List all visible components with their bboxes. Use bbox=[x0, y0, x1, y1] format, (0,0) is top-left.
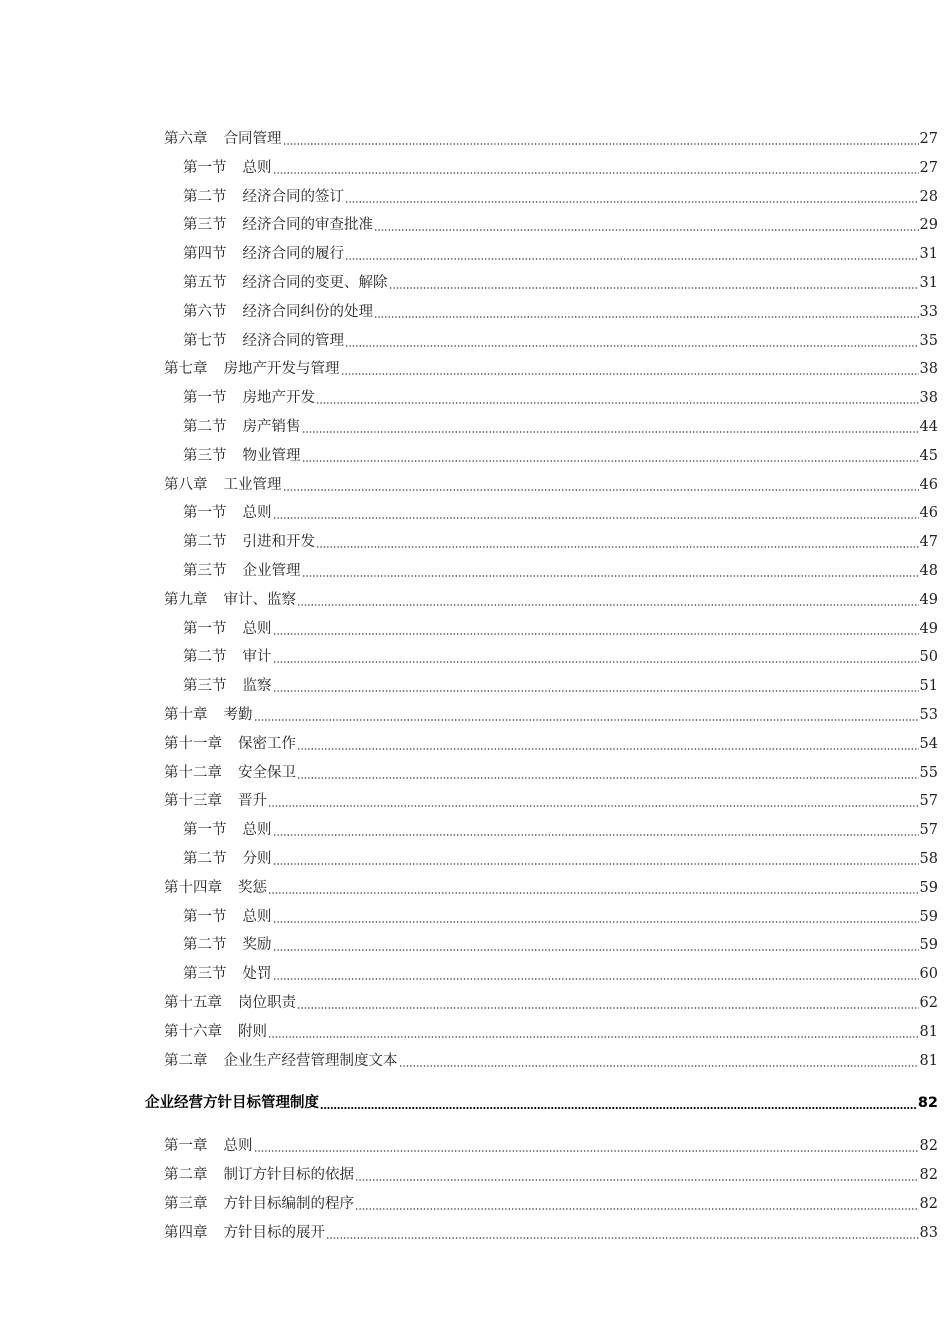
toc-section-entry[interactable] bbox=[183, 206, 938, 234]
toc-entry-number: 第三节 bbox=[183, 966, 227, 983]
dot-leader bbox=[273, 949, 919, 951]
toc-section-entry[interactable] bbox=[183, 811, 938, 839]
toc-page-number: 31 bbox=[919, 246, 938, 263]
toc-entry-number: 第十六章 bbox=[164, 1023, 222, 1040]
toc-page-number: 46 bbox=[919, 476, 938, 493]
toc-entry-number: 第十三章 bbox=[164, 793, 222, 810]
toc-entry-number: 第十二章 bbox=[164, 764, 222, 781]
toc-entry-number: 第九章 bbox=[164, 591, 208, 608]
dot-leader bbox=[297, 777, 919, 779]
toc-page-number: 31 bbox=[919, 275, 938, 291]
dot-leader bbox=[297, 604, 919, 606]
toc-section-entry[interactable] bbox=[183, 408, 938, 436]
toc-heading[interactable] bbox=[145, 1084, 938, 1112]
toc-entry-number: 第四节 bbox=[183, 246, 227, 263]
dot-leader bbox=[268, 805, 919, 807]
toc-entry-number: 第二节 bbox=[183, 649, 227, 666]
toc-entry-title: 方针目标编制的程序 bbox=[223, 1195, 354, 1212]
toc-entry-number: 第十五章 bbox=[164, 995, 222, 1011]
dot-leader bbox=[273, 978, 919, 980]
toc-entry-title: 合同管理 bbox=[223, 131, 282, 147]
dot-leader bbox=[326, 1237, 919, 1239]
toc-page-number: 59 bbox=[919, 937, 938, 954]
toc-entry-title: 晋升 bbox=[238, 793, 267, 810]
dot-leader bbox=[374, 229, 919, 231]
toc-page-number: 82 bbox=[919, 1138, 938, 1155]
toc-entry-number: 第二节 bbox=[183, 937, 227, 954]
toc-entry-number: 第三节 bbox=[183, 563, 227, 579]
toc-page-number: 82 bbox=[919, 1167, 938, 1183]
toc-entry-number: 第三章 bbox=[164, 1195, 208, 1212]
toc-section-entry[interactable] bbox=[183, 926, 938, 954]
toc-entry-title: 工业管理 bbox=[223, 476, 282, 493]
toc-entry-title: 审计 bbox=[242, 649, 272, 666]
dot-leader bbox=[355, 1179, 919, 1181]
toc-chapter-entry[interactable] bbox=[164, 1042, 938, 1070]
toc-entry-title: 分则 bbox=[242, 851, 272, 867]
toc-chapter-entry[interactable] bbox=[164, 350, 938, 378]
toc-page-number: 81 bbox=[919, 1023, 938, 1040]
toc-page-number: 59 bbox=[919, 908, 938, 925]
toc-page-number: 47 bbox=[919, 534, 938, 551]
toc-page-number: 54 bbox=[919, 735, 938, 752]
dot-leader bbox=[297, 1007, 919, 1009]
toc-entry-number: 第三节 bbox=[183, 678, 227, 695]
dot-leader bbox=[355, 1208, 919, 1210]
toc-entry-number: 第二节 bbox=[183, 851, 227, 867]
toc-entry-title: 企业经营方针目标管理制度 bbox=[145, 1095, 319, 1112]
toc-entry-title: 总则 bbox=[242, 822, 272, 839]
dot-leader bbox=[273, 690, 919, 692]
toc-page-number: 33 bbox=[919, 303, 938, 320]
toc-section-entry[interactable] bbox=[183, 552, 938, 580]
toc-entry-number: 第二章 bbox=[164, 1052, 208, 1069]
toc-page-number: 28 bbox=[919, 188, 938, 205]
toc-page-number: 27 bbox=[919, 159, 938, 176]
toc-entry-number: 第一节 bbox=[183, 620, 227, 637]
toc-entry-number: 第一节 bbox=[183, 390, 227, 407]
toc-entry-title: 房地产开发 bbox=[242, 390, 315, 407]
toc-page-number: 29 bbox=[919, 217, 938, 234]
toc-entry-title: 经济合同的签订 bbox=[242, 188, 344, 205]
toc-chapter-entry[interactable] bbox=[164, 984, 938, 1012]
toc-page-number: 55 bbox=[919, 764, 938, 781]
toc-chapter-entry[interactable] bbox=[164, 1013, 938, 1041]
toc-entry-title: 制订方针目标的依据 bbox=[223, 1167, 354, 1183]
dot-leader bbox=[389, 287, 919, 289]
toc-page-number: 48 bbox=[919, 563, 938, 579]
toc-entry-title: 安全保卫 bbox=[238, 764, 296, 781]
toc-chapter-entry[interactable] bbox=[164, 869, 938, 897]
toc-entry-title: 方针目标的展开 bbox=[223, 1224, 325, 1241]
toc-page-number: 45 bbox=[919, 447, 938, 464]
toc-chapter-entry[interactable] bbox=[164, 1185, 938, 1213]
dot-leader bbox=[268, 892, 919, 894]
dot-leader bbox=[341, 373, 919, 375]
toc-section-entry[interactable] bbox=[183, 955, 938, 983]
toc-entry-number: 第二节 bbox=[183, 188, 227, 205]
dot-leader bbox=[254, 719, 919, 721]
toc-entry-number: 第七章 bbox=[164, 361, 208, 378]
toc-page-number: 59 bbox=[919, 879, 938, 896]
toc-section-entry[interactable] bbox=[183, 610, 938, 638]
toc-chapter-entry[interactable] bbox=[164, 581, 938, 609]
toc-page-number: 62 bbox=[919, 995, 938, 1011]
toc-entry-number: 第一节 bbox=[183, 908, 227, 925]
toc-entry-title: 经济合同的管理 bbox=[242, 332, 344, 349]
dot-leader bbox=[302, 575, 919, 577]
toc-page-number: 53 bbox=[919, 707, 938, 723]
dot-leader bbox=[345, 201, 919, 203]
toc-entry-number: 第二节 bbox=[183, 534, 227, 551]
toc-page-number: 35 bbox=[919, 332, 938, 349]
dot-leader bbox=[316, 546, 919, 548]
toc-entry-title: 经济合同的履行 bbox=[242, 246, 344, 263]
toc-entry-title: 经济合同的变更、解除 bbox=[242, 275, 388, 291]
toc-section-entry[interactable] bbox=[183, 638, 938, 666]
toc-entry-title: 总则 bbox=[242, 908, 272, 925]
toc-entry-title: 总则 bbox=[242, 505, 272, 522]
dot-leader bbox=[273, 633, 919, 635]
dot-leader bbox=[283, 489, 919, 491]
toc-page-number: 50 bbox=[919, 649, 938, 666]
toc-page-number: 51 bbox=[919, 678, 938, 695]
toc-entry-number: 第一章 bbox=[164, 1138, 208, 1155]
toc-entry-title: 保密工作 bbox=[238, 735, 296, 752]
toc-entry-title: 企业管理 bbox=[242, 563, 301, 579]
dot-leader bbox=[254, 1150, 919, 1152]
toc-chapter-entry[interactable] bbox=[164, 754, 938, 782]
dot-leader bbox=[273, 834, 919, 836]
toc-entry-title: 监察 bbox=[242, 678, 272, 695]
toc-entry-title: 奖惩 bbox=[238, 879, 267, 896]
toc-chapter-entry[interactable] bbox=[164, 1127, 938, 1155]
toc-entry-number: 第十章 bbox=[164, 707, 208, 723]
toc-entry-number: 第一节 bbox=[183, 822, 227, 839]
toc-chapter-entry[interactable] bbox=[164, 120, 938, 148]
dot-leader bbox=[320, 1107, 917, 1109]
dot-leader bbox=[297, 748, 919, 750]
toc-chapter-entry[interactable] bbox=[164, 782, 938, 810]
toc-page-number: 38 bbox=[919, 390, 938, 407]
dot-leader bbox=[302, 431, 919, 433]
toc-entry-title: 企业生产经营管理制度文本 bbox=[223, 1052, 398, 1069]
toc-entry-number: 第六节 bbox=[183, 303, 227, 320]
dot-leader bbox=[399, 1065, 919, 1067]
toc-entry-title: 总则 bbox=[242, 620, 272, 637]
toc-entry-number: 第六章 bbox=[164, 131, 208, 147]
dot-leader bbox=[283, 143, 919, 145]
toc-section-entry[interactable] bbox=[183, 667, 938, 695]
toc-entry-title: 房地产开发与管理 bbox=[223, 361, 340, 378]
toc-page-number: 58 bbox=[919, 851, 938, 867]
toc-chapter-entry[interactable] bbox=[164, 725, 938, 753]
toc-section-entry[interactable] bbox=[183, 379, 938, 407]
toc-entry-number: 第四章 bbox=[164, 1224, 208, 1241]
toc-chapter-entry[interactable] bbox=[164, 696, 938, 724]
toc-chapter-entry[interactable] bbox=[164, 1156, 938, 1184]
toc-entry-number: 第十四章 bbox=[164, 879, 222, 896]
toc-entry-number: 第一节 bbox=[183, 505, 227, 522]
dot-leader bbox=[302, 460, 919, 462]
dot-leader bbox=[345, 345, 919, 347]
toc-entry-title: 经济合同的审查批准 bbox=[242, 217, 373, 234]
dot-leader bbox=[268, 1036, 919, 1038]
toc-chapter-entry[interactable] bbox=[164, 1214, 938, 1242]
toc-entry-number: 第三节 bbox=[183, 217, 227, 234]
toc-entry-title: 岗位职责 bbox=[238, 995, 296, 1011]
toc-page-number: 81 bbox=[919, 1052, 938, 1069]
toc-entry-number: 第七节 bbox=[183, 332, 227, 349]
toc-entry-number: 第一节 bbox=[183, 159, 227, 176]
toc-entry-title: 处罚 bbox=[242, 966, 272, 983]
toc-page-number: 49 bbox=[919, 620, 938, 637]
toc-entry-number: 第五节 bbox=[183, 275, 227, 291]
toc-entry-title: 考勤 bbox=[223, 707, 253, 723]
toc-entry-title: 附则 bbox=[238, 1023, 267, 1040]
toc-section-entry[interactable] bbox=[183, 437, 938, 465]
toc-section-entry[interactable] bbox=[183, 235, 938, 263]
toc-entry-number: 第八章 bbox=[164, 476, 208, 493]
toc-entry-title: 审计、监察 bbox=[223, 591, 296, 608]
toc-page-number: 57 bbox=[919, 793, 938, 810]
toc-page-number: 38 bbox=[919, 361, 938, 378]
toc-page-number: 27 bbox=[919, 131, 938, 147]
toc-entry-title: 总则 bbox=[223, 1138, 253, 1155]
toc-page-number: 60 bbox=[919, 966, 938, 983]
toc-section-entry[interactable] bbox=[183, 494, 938, 522]
dot-leader bbox=[374, 316, 919, 318]
toc-entry-number: 第十一章 bbox=[164, 735, 222, 752]
toc-entry-title: 引进和开发 bbox=[242, 534, 315, 551]
toc-page-number: 49 bbox=[919, 591, 938, 608]
toc-section-entry[interactable] bbox=[183, 523, 938, 551]
toc-section-entry[interactable] bbox=[183, 840, 938, 868]
toc-page-number: 44 bbox=[919, 419, 938, 435]
toc-entry-number: 第二节 bbox=[183, 419, 227, 435]
toc-entry-number: 第二章 bbox=[164, 1167, 208, 1183]
toc-page-number: 83 bbox=[919, 1224, 938, 1241]
toc-section-entry[interactable] bbox=[183, 149, 938, 177]
toc-entry-title: 物业管理 bbox=[242, 447, 301, 464]
toc-page-number: 82 bbox=[919, 1195, 938, 1212]
toc-chapter-entry[interactable] bbox=[164, 466, 938, 494]
toc-entry-number: 第三节 bbox=[183, 447, 227, 464]
dot-leader bbox=[345, 258, 919, 260]
toc-section-entry[interactable] bbox=[183, 293, 938, 321]
dot-leader bbox=[273, 863, 919, 865]
toc-section-entry[interactable] bbox=[183, 322, 938, 350]
dot-leader bbox=[273, 661, 919, 663]
dot-leader bbox=[273, 517, 919, 519]
toc-section-entry[interactable] bbox=[183, 898, 938, 926]
toc-entry-title: 房产销售 bbox=[242, 419, 301, 435]
toc-page-number: 46 bbox=[919, 505, 938, 522]
toc-entry-title: 经济合同纠份的处理 bbox=[242, 303, 373, 320]
toc-entry-title: 奖励 bbox=[242, 937, 272, 954]
toc-section-entry[interactable] bbox=[183, 178, 938, 206]
toc-section-entry[interactable] bbox=[183, 264, 938, 292]
toc-page-number: 82 bbox=[917, 1095, 938, 1112]
dot-leader bbox=[273, 921, 919, 923]
dot-leader bbox=[273, 172, 919, 174]
toc-page-number: 57 bbox=[919, 822, 938, 839]
toc-entry-title: 总则 bbox=[242, 159, 272, 176]
dot-leader bbox=[316, 402, 919, 404]
